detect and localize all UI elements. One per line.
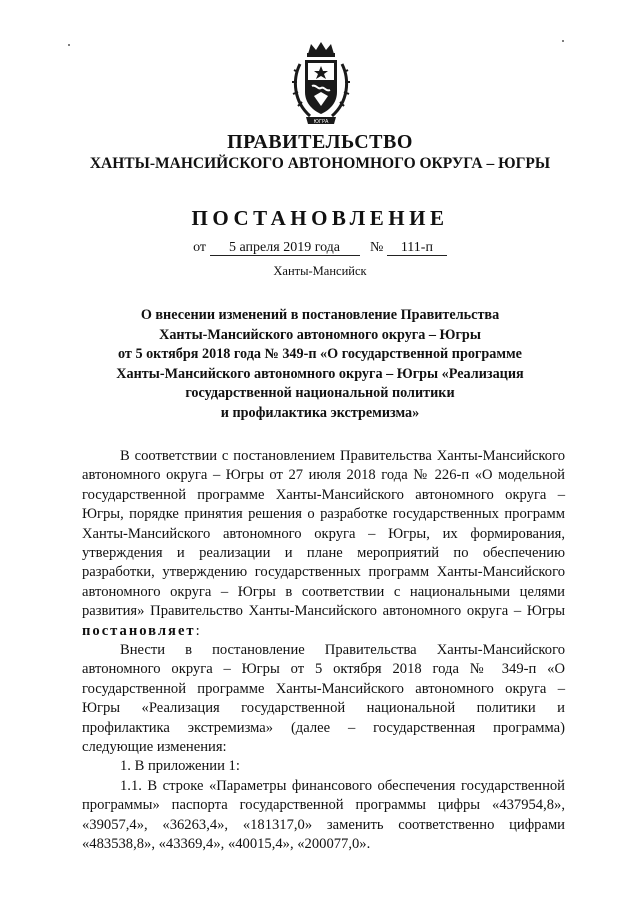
subject-line: О внесении изменений в постановление Правительства	[140, 307, 500, 323]
subject-line: Ханты-Мансийского автономного округа – Югры	[159, 326, 481, 343]
scan-speck	[562, 40, 564, 42]
subject-line: Ханты-Мансийского автономного округа – Югры «Реализация	[116, 365, 524, 382]
document-subject	[95, 306, 545, 423]
amendment-intro	[82, 641, 565, 757]
amendment-intro-text: Внести в постановление Правительства Ханты-Мансийского автономного округа – Югры от 5 октября 2018 года № 349-п «О государственной программе Ханты-Мансийского автономного округа – Югры «Реализация государственной национальной политики и профилактика экстремизма» (далее – государственная программа) следующие изменения:	[82, 642, 565, 756]
document-number: 111-п	[387, 240, 447, 256]
amendment-item-1	[82, 757, 565, 776]
amendment-section	[82, 641, 565, 854]
document-date: 5 апреля 2019 года	[210, 240, 360, 256]
document-city: Ханты-Мансийск	[273, 264, 367, 278]
preamble-paragraph	[82, 447, 565, 641]
government-subtitle: ХАНТЫ-МАНСИЙСКОГО АВТОНОМНОГО ОКРУГА – ЮГРЫ	[89, 155, 551, 172]
amendment-item-1-1-text: 1.1. В строке «Параметры финансового обеспечения государственной программы» паспорта государственной программы цифры «437954,8», «39057,4», «36263,4», «181317,0» заменить соответственно цифрами «483538,8», «43369,4», «40015,4», «200077,0».	[82, 777, 565, 853]
government-title: ПРАВИТЕЛЬСТВО	[227, 131, 413, 153]
amendment-item-1-text: 1. В приложении 1:	[120, 758, 240, 775]
scan-speck	[68, 44, 70, 46]
subject-line: государственной национальной политики	[185, 385, 455, 401]
date-line	[0, 240, 640, 256]
decree-colon: :	[195, 622, 200, 639]
number-prefix: №	[370, 240, 384, 255]
decree-word: постановляет	[82, 622, 196, 639]
amendment-item-1-1	[82, 777, 565, 855]
date-prefix: от	[193, 240, 207, 255]
coat-of-arms-icon	[290, 40, 352, 128]
document-type: ПОСТАНОВЛЕНИЕ	[191, 206, 449, 230]
subject-line: и профилактика экстремизма»	[220, 404, 420, 421]
preamble-text: В соответствии с постановлением Правительства Ханты-Мансийского автономного округа – Югры от 27 июля 2018 года № 226-п «О модельной государственной программе Ханты-Мансийского автономного округа – Югры, порядке принятия решения о разработке государственных программ Ханты-Мансийского автономного округа – Югры, их формирования, утверждения и реализации и плане мероприятий по обеспечению разработки, утверждению государственных программ Ханты-Мансийского автономного округа – Югры в соответствии с национальными целями развития» Правительство Ханты-Мансийского автономного округа – Югры	[82, 448, 565, 620]
subject-line: от 5 октября 2018 года № 349-п «О государственной программе	[118, 346, 522, 362]
emblem-caption: ЮГРА	[313, 119, 329, 125]
